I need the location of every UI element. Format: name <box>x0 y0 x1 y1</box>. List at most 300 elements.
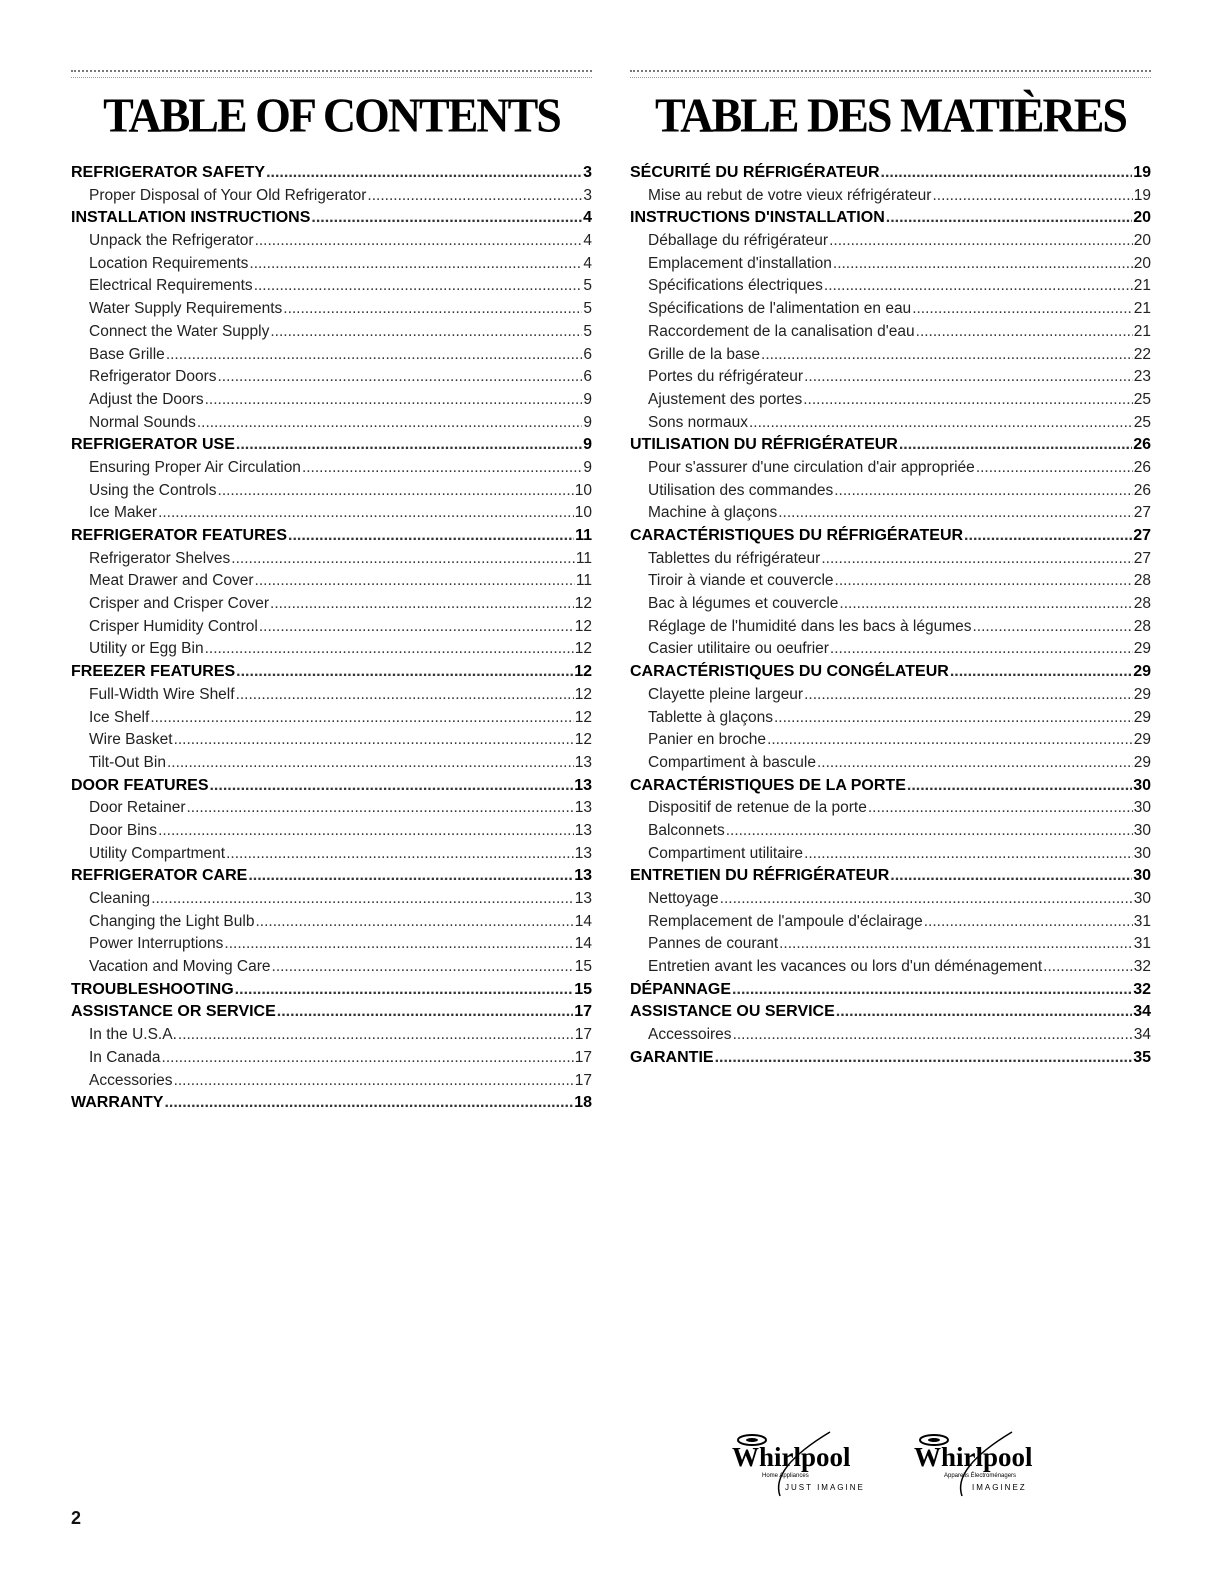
dot-leader <box>779 933 1133 956</box>
toc-entry-label: WARRANTY <box>71 1094 164 1112</box>
toc-entry-page: 15 <box>574 980 592 998</box>
toc-entry-label: SÉCURITÉ DU RÉFRIGÉRATEUR <box>630 164 880 181</box>
toc-entry-label: In the U.S.A. <box>89 1026 177 1044</box>
toc-section-entry <box>630 434 1151 457</box>
toc-subentry <box>630 593 1151 616</box>
toc-entry-label: CARACTÉRISTIQUES DU RÉFRIGÉRATEUR <box>630 527 964 544</box>
dot-leader <box>774 707 1133 730</box>
toc-entry-page: 29 <box>1133 753 1151 771</box>
toc-subentry <box>630 366 1151 389</box>
toc-title-english: TABLE OF CONTENTS <box>103 88 560 143</box>
toc-entry-page: 9 <box>583 413 592 431</box>
dot-leader <box>973 616 1133 639</box>
toc-entry-page: 29 <box>1133 685 1151 703</box>
dot-leader <box>254 275 583 298</box>
toc-entry-page: 29 <box>1133 708 1151 726</box>
dot-leader <box>804 684 1133 707</box>
toc-subentry <box>71 843 592 866</box>
toc-subentry <box>630 888 1151 911</box>
toc-subentry <box>630 843 1151 866</box>
toc-entry-label: Déballage du réfrigérateur <box>648 232 829 250</box>
toc-entry-page: 11 <box>575 549 592 567</box>
toc-subentry <box>71 298 592 321</box>
toc-entry-label: Entretien avant les vacances ou lors d'un déménagement <box>648 958 1043 976</box>
toc-section-entry <box>630 661 1151 684</box>
dot-leader <box>767 729 1133 752</box>
toc-entry-page: 32 <box>1133 958 1151 976</box>
toc-entry-label: Emplacement d'installation <box>648 254 832 272</box>
toc-entry-page: 30 <box>1133 799 1151 817</box>
toc-entry-label: Panier en broche <box>648 731 767 749</box>
toc-section-entry <box>71 162 592 185</box>
toc-entry-label: Meat Drawer and Cover <box>89 572 254 590</box>
toc-entry-page: 34 <box>1133 1003 1151 1021</box>
dot-leader <box>1043 956 1133 979</box>
dot-leader <box>218 366 583 389</box>
toc-subentry <box>630 185 1151 208</box>
dot-leader <box>732 979 1132 1002</box>
dot-leader <box>924 911 1133 934</box>
toc-entry-page: 29 <box>1133 731 1151 749</box>
toc-subentry <box>630 321 1151 344</box>
toc-entry-page: 13 <box>574 753 592 771</box>
toc-entry-page: 18 <box>574 1094 592 1112</box>
toc-entry-label: Door Retainer <box>89 799 186 817</box>
toc-entry-label: INSTRUCTIONS D'INSTALLATION <box>630 209 885 227</box>
dot-leader <box>976 457 1133 480</box>
toc-entry-label: GARANTIE <box>630 1048 714 1066</box>
toc-entry-page: 30 <box>1133 776 1151 794</box>
dot-leader <box>749 412 1133 435</box>
toc-entry-page: 27 <box>1133 527 1151 544</box>
toc-entry-page: 34 <box>1133 1026 1151 1044</box>
toc-entry-page: 28 <box>1133 595 1151 613</box>
toc-subentry <box>71 548 592 571</box>
svg-text:IMAGINEZ: IMAGINEZ <box>972 1483 1027 1492</box>
toc-entry-page: 6 <box>583 345 592 363</box>
toc-subentry <box>630 502 1151 525</box>
toc-entry-page: 3 <box>583 164 592 181</box>
dot-leader <box>231 548 575 571</box>
toc-subentry <box>630 729 1151 752</box>
dot-leader <box>205 389 583 412</box>
toc-entry-label: Pannes de courant <box>648 935 779 953</box>
dot-leader <box>270 321 582 344</box>
toc-entry-label: Sons normaux <box>648 413 748 431</box>
dot-leader <box>830 638 1133 661</box>
toc-entry-label: Raccordement de la canalisation d'eau <box>648 322 915 340</box>
toc-subentry <box>71 638 592 661</box>
toc-entry-page: 5 <box>583 322 592 340</box>
toc-entry-page: 32 <box>1133 980 1151 998</box>
toc-subentry <box>71 752 592 775</box>
toc-entry-page: 27 <box>1133 549 1151 567</box>
dot-leader <box>283 298 582 321</box>
toc-entry-label: Portes du réfrigérateur <box>648 368 804 386</box>
toc-entry-page: 4 <box>583 232 592 250</box>
dot-leader <box>205 638 574 661</box>
whirlpool-logo-english <box>730 1428 870 1498</box>
toc-entry-page: 20 <box>1133 254 1151 272</box>
toc-entry-page: 35 <box>1133 1048 1151 1066</box>
toc-entry-page: 5 <box>583 277 592 295</box>
toc-entry-label: Full-Width Wire Shelf <box>89 685 235 703</box>
toc-subentry <box>630 820 1151 843</box>
toc-entry-label: Spécifications électriques <box>648 277 823 295</box>
dot-leader <box>761 344 1133 367</box>
toc-entry-label: Location Requirements <box>89 254 249 272</box>
toc-entry-page: 12 <box>574 663 592 681</box>
dot-leader <box>197 412 583 435</box>
dot-leader <box>255 911 573 934</box>
toc-entry-page: 3 <box>583 186 592 204</box>
toc-entry-label: TROUBLESHOOTING <box>71 980 234 998</box>
dot-leader <box>164 1092 573 1115</box>
toc-entry-page: 11 <box>575 527 592 544</box>
page-number: 2 <box>71 1508 82 1528</box>
toc-entry-label: Grille de la base <box>648 345 761 363</box>
dot-leader <box>248 865 573 888</box>
dot-leader <box>715 1047 1133 1070</box>
toc-section-entry <box>630 1047 1151 1070</box>
dot-leader <box>932 185 1132 208</box>
toc-section-entry <box>630 865 1151 888</box>
toc-entry-page: 6 <box>583 368 592 386</box>
toc-subentry <box>71 344 592 367</box>
dotted-rule <box>71 70 592 78</box>
toc-entry-page: 17 <box>574 1003 592 1021</box>
dot-leader <box>886 207 1132 230</box>
svg-text:Whirlpool: Whirlpool <box>732 1442 851 1472</box>
toc-entry-label: REFRIGERATOR USE <box>71 436 235 454</box>
toc-entry-label: In Canada <box>89 1048 161 1066</box>
toc-section-entry <box>71 434 592 457</box>
toc-section-entry <box>630 162 1151 185</box>
dot-leader <box>277 1001 573 1024</box>
toc-entry-page: 21 <box>1133 322 1151 340</box>
dot-leader <box>868 797 1133 820</box>
toc-entry-label: Tablette à glaçons <box>648 708 773 726</box>
dot-leader <box>834 480 1133 503</box>
toc-entry-page: 20 <box>1133 209 1151 227</box>
toc-subentry <box>71 933 592 956</box>
dot-leader <box>964 525 1132 548</box>
toc-subentry <box>630 616 1151 639</box>
toc-subentry <box>630 253 1151 276</box>
toc-entry-page: 19 <box>1133 164 1151 181</box>
toc-entry-label: Nettoyage <box>648 890 719 907</box>
dot-leader <box>890 865 1132 888</box>
toc-entry-label: Tiroir à viande et couvercle <box>648 572 834 590</box>
toc-entry-label: Refrigerator Doors <box>89 368 217 386</box>
toc-entry-page: 26 <box>1133 458 1151 476</box>
toc-entry-page: 21 <box>1133 300 1151 318</box>
toc-entry-label: Ice Maker <box>89 504 158 522</box>
dotted-rule <box>630 70 1151 78</box>
dot-leader <box>817 752 1133 775</box>
toc-entry-page: 27 <box>1133 504 1151 522</box>
toc-entry-page: 26 <box>1133 436 1151 454</box>
dot-leader <box>209 775 573 798</box>
toc-subentry <box>630 638 1151 661</box>
toc-subentry <box>71 1047 592 1070</box>
toc-entry-label: Compartiment utilitaire <box>648 844 804 862</box>
dot-leader <box>150 707 573 730</box>
toc-entry-label: Utility Compartment <box>89 844 226 862</box>
dot-leader <box>187 797 574 820</box>
toc-entry-label: Balconnets <box>648 821 725 839</box>
dot-leader <box>778 502 1133 525</box>
toc-entry-page: 13 <box>574 890 592 907</box>
toc-entry-label: Remplacement de l'ampoule d'éclairage <box>648 912 923 930</box>
toc-list-english <box>71 162 592 1115</box>
toc-entry-label: Crisper Humidity Control <box>89 617 258 635</box>
dot-leader <box>218 480 574 503</box>
toc-subentry <box>71 570 592 593</box>
toc-entry-label: Base Grille <box>89 345 165 363</box>
toc-entry-page: 14 <box>574 935 592 953</box>
toc-entry-page: 30 <box>1133 867 1151 885</box>
toc-subentry <box>630 911 1151 934</box>
toc-entry-label: Réglage de l'humidité dans les bacs à légumes <box>648 617 972 635</box>
toc-entry-label: Dispositif de retenue de la porte <box>648 799 867 817</box>
toc-subentry <box>71 616 592 639</box>
toc-entry-page: 30 <box>1133 821 1151 839</box>
dot-leader <box>912 298 1133 321</box>
toc-entry-page: 17 <box>574 1048 592 1066</box>
toc-subentry <box>71 389 592 412</box>
toc-entry-page: 17 <box>574 1071 592 1089</box>
toc-entry-page: 4 <box>583 209 592 227</box>
toc-subentry <box>71 593 592 616</box>
toc-entry-label: Cleaning <box>89 890 151 907</box>
toc-entry-page: 30 <box>1133 844 1151 862</box>
toc-entry-label: ASSISTANCE OU SERVICE <box>630 1003 835 1021</box>
toc-entry-label: Utility or Egg Bin <box>89 640 204 658</box>
dot-leader <box>824 275 1133 298</box>
dot-leader <box>916 321 1133 344</box>
dot-leader <box>178 1024 574 1047</box>
svg-text:Appareils Électroménagers: Appareils Électroménagers <box>944 1473 1017 1479</box>
dot-leader <box>162 1047 574 1070</box>
toc-entry-page: 13 <box>574 776 592 794</box>
toc-subentry <box>71 321 592 344</box>
toc-entry-label: Tilt-Out Bin <box>89 753 166 771</box>
toc-entry-page: 25 <box>1133 390 1151 408</box>
toc-subentry <box>71 185 592 208</box>
toc-entry-label: Machine à glaçons <box>648 504 778 522</box>
toc-entry-label: ASSISTANCE OR SERVICE <box>71 1003 276 1021</box>
toc-entry-label: Vacation and Moving Care <box>89 958 271 976</box>
dot-leader <box>311 207 582 230</box>
toc-subentry <box>71 684 592 707</box>
toc-subentry <box>630 933 1151 956</box>
dot-leader <box>907 775 1132 798</box>
toc-entry-page: 20 <box>1133 232 1151 250</box>
toc-section-entry <box>71 979 592 1002</box>
toc-entry-page: 29 <box>1133 640 1151 658</box>
dot-leader <box>226 843 574 866</box>
dot-leader <box>833 253 1133 276</box>
dot-leader <box>829 230 1133 253</box>
toc-entry-label: Changing the Light Bulb <box>89 912 255 930</box>
toc-entry-page: 9 <box>583 458 592 476</box>
dot-leader <box>367 185 582 208</box>
toc-section-entry <box>630 1001 1151 1024</box>
toc-entry-label: Power Interruptions <box>89 935 224 953</box>
toc-subentry <box>71 707 592 730</box>
dot-leader <box>236 434 582 457</box>
toc-subentry <box>630 344 1151 367</box>
toc-entry-label: Spécifications de l'alimentation en eau <box>648 300 912 318</box>
dot-leader <box>899 434 1132 457</box>
toc-subentry <box>630 389 1151 412</box>
toc-subentry <box>71 366 592 389</box>
svg-text:JUST IMAGINE: JUST IMAGINE <box>785 1483 865 1492</box>
toc-subentry <box>71 275 592 298</box>
dot-leader <box>166 344 583 367</box>
toc-entry-label: REFRIGERATOR CARE <box>71 867 248 885</box>
toc-section-entry <box>71 1092 592 1115</box>
dot-leader <box>803 389 1133 412</box>
toc-entry-page: 28 <box>1133 572 1151 590</box>
toc-entry-page: 4 <box>583 254 592 272</box>
toc-entry-page: 22 <box>1133 345 1151 363</box>
toc-entry-label: Tablettes du réfrigérateur <box>648 549 821 567</box>
toc-section-entry <box>71 865 592 888</box>
toc-entry-page: 14 <box>574 912 592 930</box>
toc-entry-label: Crisper and Crisper Cover <box>89 595 270 613</box>
toc-entry-label: REFRIGERATOR FEATURES <box>71 527 288 544</box>
dot-leader <box>255 570 575 593</box>
toc-subentry <box>630 457 1151 480</box>
toc-subentry <box>630 797 1151 820</box>
dot-leader <box>733 1024 1133 1047</box>
toc-entry-label: Water Supply Requirements <box>89 300 283 318</box>
toc-entry-label: REFRIGERATOR SAFETY <box>71 164 266 181</box>
toc-entry-label: Ajustement des portes <box>648 390 803 408</box>
toc-entry-label: Utilisation des commandes <box>648 481 834 499</box>
dot-leader <box>835 570 1133 593</box>
toc-entry-page: 11 <box>575 572 592 590</box>
toc-entry-page: 9 <box>583 390 592 408</box>
toc-subentry <box>71 911 592 934</box>
dot-leader <box>881 162 1133 185</box>
dot-leader <box>224 933 573 956</box>
toc-title-french: TABLE DES MATIÈRES <box>655 88 1126 143</box>
dot-leader <box>255 230 583 253</box>
toc-entry-label: Clayette pleine largeur <box>648 685 804 703</box>
toc-entry-label: ENTRETIEN DU RÉFRIGÉRATEUR <box>630 867 890 885</box>
dot-leader <box>821 548 1132 571</box>
toc-entry-label: Proper Disposal of Your Old Refrigerator <box>89 186 367 204</box>
toc-entry-page: 26 <box>1133 481 1151 499</box>
toc-entry-label: CARACTÉRISTIQUES DE LA PORTE <box>630 776 906 794</box>
dot-leader <box>236 684 574 707</box>
toc-entry-label: Connect the Water Supply <box>89 322 270 340</box>
toc-subentry <box>71 480 592 503</box>
toc-subentry <box>71 230 592 253</box>
toc-subentry <box>71 888 592 911</box>
dot-leader <box>836 1001 1132 1024</box>
dot-leader <box>249 253 582 276</box>
toc-subentry <box>630 570 1151 593</box>
dot-leader <box>839 593 1132 616</box>
toc-entry-label: CARACTÉRISTIQUES DU CONGÉLATEUR <box>630 663 949 681</box>
toc-subentry <box>630 684 1151 707</box>
toc-subentry <box>630 1024 1151 1047</box>
dot-leader <box>726 820 1133 843</box>
dot-leader <box>804 843 1133 866</box>
toc-subentry <box>71 1070 592 1093</box>
toc-entry-page: 13 <box>574 844 592 862</box>
toc-entry-page: 17 <box>574 1026 592 1044</box>
toc-subentry <box>630 480 1151 503</box>
dot-leader <box>174 729 574 752</box>
toc-entry-page: 12 <box>574 685 592 703</box>
toc-entry-label: Accessoires <box>648 1026 732 1044</box>
dot-leader <box>950 661 1132 684</box>
dot-leader <box>288 525 574 548</box>
toc-subentry <box>630 275 1151 298</box>
toc-section-entry <box>71 775 592 798</box>
svg-text:Whirlpool: Whirlpool <box>914 1442 1033 1472</box>
toc-entry-page: 10 <box>574 504 592 522</box>
dot-leader <box>302 457 582 480</box>
toc-entry-page: 19 <box>1133 186 1151 204</box>
toc-subentry <box>71 253 592 276</box>
toc-subentry <box>71 502 592 525</box>
toc-section-entry <box>630 207 1151 230</box>
toc-subentry <box>71 956 592 979</box>
toc-subentry <box>71 729 592 752</box>
toc-entry-label: INSTALLATION INSTRUCTIONS <box>71 209 311 227</box>
toc-entry-label: Bac à légumes et couvercle <box>648 595 839 613</box>
toc-column-french <box>630 70 1151 1070</box>
toc-entry-label: Door Bins <box>89 821 158 839</box>
toc-subentry <box>630 230 1151 253</box>
toc-subentry <box>630 412 1151 435</box>
dot-leader <box>272 956 574 979</box>
toc-entry-page: 12 <box>574 595 592 613</box>
toc-subentry <box>71 457 592 480</box>
toc-entry-label: DOOR FEATURES <box>71 776 209 794</box>
toc-entry-label: Ice Shelf <box>89 708 150 726</box>
toc-section-entry <box>71 1001 592 1024</box>
toc-entry-page: 25 <box>1133 413 1151 431</box>
dot-leader <box>236 661 573 684</box>
toc-entry-label: Using the Controls <box>89 481 217 499</box>
toc-section-entry <box>630 979 1151 1002</box>
dot-leader <box>174 1070 574 1093</box>
toc-subentry <box>630 707 1151 730</box>
toc-entry-label: Ensuring Proper Air Circulation <box>89 458 301 476</box>
toc-entry-label: Accessories <box>89 1071 173 1089</box>
toc-entry-page: 23 <box>1133 368 1151 386</box>
svg-text:Home Appliances: Home Appliances <box>762 1473 809 1479</box>
toc-entry-label: Adjust the Doors <box>89 390 204 408</box>
toc-entry-page: 31 <box>1133 935 1151 953</box>
toc-list-french <box>630 162 1151 1070</box>
toc-entry-page: 28 <box>1133 617 1151 635</box>
toc-section-entry <box>71 207 592 230</box>
toc-entry-page: 13 <box>574 799 592 817</box>
dot-leader <box>151 888 574 911</box>
toc-subentry <box>71 820 592 843</box>
toc-entry-label: Wire Basket <box>89 731 173 749</box>
toc-entry-label: Pour s'assurer d'une circulation d'air appropriée <box>648 458 975 476</box>
toc-entry-page: 30 <box>1133 890 1151 907</box>
